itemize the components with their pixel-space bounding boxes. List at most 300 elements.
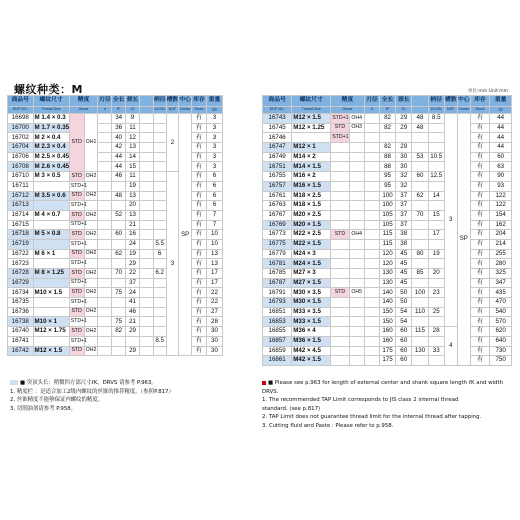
lf-cell: 34 (112, 114, 126, 124)
thread-cell: M14 × 1.5 (292, 162, 331, 172)
lf-cell: 105 (379, 210, 395, 220)
dcon-cell (428, 317, 444, 327)
lu-cell: 37 (396, 201, 412, 211)
lu-cell: 45 (396, 269, 412, 279)
thread-cell (33, 181, 69, 191)
stock-cell: 有 (470, 317, 489, 327)
edp-cell: 16743 (263, 114, 292, 124)
lu-cell: 13 (126, 210, 140, 220)
thread-cell: M20 × 1.5 (292, 220, 331, 230)
stock-cell: 有 (192, 239, 207, 249)
stock-cell: 有 (470, 172, 489, 182)
note-en-0: ■ Please see p.963 for length of external center and shank square length ℓK and width DRVS. (262, 380, 503, 395)
lf-cell: 46 (112, 172, 126, 182)
lf-cell: 160 (379, 327, 395, 337)
col-stock-en: Stock (192, 107, 207, 114)
lu-cell: 41 (126, 298, 140, 308)
stock-cell: 有 (192, 307, 207, 317)
weight-cell: 162 (490, 220, 512, 230)
ln-cell (139, 288, 153, 298)
edp-cell: 16718 (8, 230, 34, 240)
stock-cell: 有 (470, 191, 489, 201)
stock-cell: 有 (192, 152, 207, 162)
weight-cell: 570 (490, 317, 512, 327)
col-dcon: 柄径 (153, 96, 166, 107)
table-row (263, 346, 512, 356)
edp-cell: 16712 (8, 191, 34, 201)
weight-cell: 540 (490, 307, 512, 317)
weight-cell: 325 (490, 269, 512, 279)
thread-cell: M 2 × 0.4 (33, 133, 69, 143)
d-cell (98, 346, 112, 356)
thread-cell: M36 × 1.5 (292, 336, 331, 346)
col-thread: 螺纹尺寸 (33, 96, 69, 107)
r-col-d: 刃径 (364, 96, 379, 107)
edp-cell: 16857 (263, 336, 292, 346)
dcon-cell (428, 162, 444, 172)
d-cell (364, 210, 379, 220)
lf-cell: 130 (379, 278, 395, 288)
col-nof-en: NOF (166, 107, 179, 114)
grade2-cell (349, 133, 364, 143)
lu-cell: 24 (126, 288, 140, 298)
dcon-cell: 20 (428, 269, 444, 279)
thread-cell: M10 × 1.5 (33, 288, 69, 298)
grade2-cell: OH4 (349, 230, 364, 240)
ln-cell (412, 162, 428, 172)
edp-cell: 16698 (8, 114, 34, 124)
r-col-weight: 重量 (490, 96, 512, 107)
edp-cell: 16793 (263, 298, 292, 308)
stock-cell: 有 (470, 114, 489, 124)
r-col-stock-en: Stock (470, 107, 489, 114)
weight-cell: 7 (206, 210, 222, 220)
d-cell (364, 162, 379, 172)
d-cell (98, 259, 112, 269)
ln-cell: 48 (412, 114, 428, 124)
d-cell (364, 259, 379, 269)
grade-cell: STD (331, 230, 349, 240)
ln-cell (139, 162, 153, 172)
weight-cell: 93 (490, 181, 512, 191)
lu-cell: 37 (396, 220, 412, 230)
d-cell (98, 307, 112, 317)
d-cell (364, 114, 379, 124)
col-lu-en: ℓU (126, 107, 140, 114)
weight-cell: 27 (206, 307, 222, 317)
dcon-cell: 6 (153, 249, 166, 259)
r-col-nof-en: NOF (444, 107, 457, 114)
stock-cell: 有 (192, 162, 207, 172)
ln-cell: 85 (412, 269, 428, 279)
dcon-cell: 23 (428, 288, 444, 298)
lf-cell: 82 (379, 123, 395, 133)
edp-cell: 16785 (263, 269, 292, 279)
dcon-cell: 8.5 (428, 114, 444, 124)
lu-cell: 38 (396, 239, 412, 249)
thread-cell: M 2.3 × 0.4 (33, 143, 69, 153)
stock-cell: 有 (192, 230, 207, 240)
ln-cell (139, 317, 153, 327)
grade2-cell: OH3 (349, 123, 364, 133)
r-col-grade-en: Grade (331, 107, 365, 114)
dcon-cell (428, 143, 444, 153)
col-lu: 颈长 (126, 96, 140, 107)
thread-cell: M30 × 1.5 (292, 298, 331, 308)
dcon-cell: 15 (428, 210, 444, 220)
dcon-cell (153, 133, 166, 143)
edp-cell: 16769 (263, 220, 292, 230)
stock-cell: 有 (470, 239, 489, 249)
ln-cell (139, 191, 153, 201)
edp-cell: 16706 (8, 152, 34, 162)
table-row (263, 152, 512, 162)
grade-cell: STD (331, 288, 349, 298)
stock-cell: 有 (192, 123, 207, 133)
weight-cell: 3 (206, 133, 222, 143)
stock-cell: 有 (470, 210, 489, 220)
stock-cell: 有 (192, 298, 207, 308)
stock-cell: 有 (470, 230, 489, 240)
lf-cell (112, 336, 126, 346)
lu-cell: 22 (126, 269, 140, 279)
grade-cell: STD+1 (69, 239, 84, 249)
ln-cell (412, 356, 428, 366)
thread-cell: M 3.5 × 0.6 (33, 191, 69, 201)
table-row (263, 162, 512, 172)
edp-cell: 16791 (263, 288, 292, 298)
grade-cell (331, 356, 349, 366)
weight-cell: 6 (206, 191, 222, 201)
lf-cell: 150 (379, 317, 395, 327)
edp-cell: 16855 (263, 327, 292, 337)
ln-cell (139, 249, 153, 259)
lf-cell: 40 (112, 133, 126, 143)
dcon-cell: 33 (428, 346, 444, 356)
weight-cell: 30 (206, 336, 222, 346)
grade-cell: STD (69, 346, 84, 356)
ln-cell: 60 (412, 172, 428, 182)
grade2-cell (349, 191, 364, 201)
thread-cell (33, 220, 69, 230)
dcon-cell (153, 191, 166, 201)
col-weight: 重量 (206, 96, 222, 107)
note-cn-3: 3. 切削油剂请参考 P.958。 (10, 405, 77, 412)
lf-cell: 120 (379, 259, 395, 269)
d-cell (364, 278, 379, 288)
edp-cell: 16702 (8, 133, 34, 143)
r-col-dcon: 柄径 (428, 96, 444, 107)
stock-cell: 有 (192, 181, 207, 191)
grade2-cell (349, 172, 364, 182)
d-cell (364, 249, 379, 259)
lu-cell: 38 (396, 230, 412, 240)
r-col-nof: 槽数 (444, 96, 457, 107)
lu-cell: 45 (396, 259, 412, 269)
lf-cell: 130 (379, 269, 395, 279)
lf-cell: 160 (379, 336, 395, 346)
weight-cell: 750 (490, 356, 512, 366)
grade2-cell (349, 317, 364, 327)
ln-cell (412, 298, 428, 308)
weight-cell: 122 (490, 201, 512, 211)
r-col-center-en: Center (457, 107, 470, 114)
thread-cell (33, 239, 69, 249)
notes-cn (10, 379, 245, 413)
ln-cell (139, 259, 153, 269)
lf-cell: 140 (379, 288, 395, 298)
ln-cell (139, 181, 153, 191)
stock-cell: 有 (192, 327, 207, 337)
grade2-cell (349, 220, 364, 230)
lf-cell: 150 (379, 307, 395, 317)
lf-cell: 115 (379, 230, 395, 240)
weight-cell: 3 (206, 123, 222, 133)
weight-cell: 60 (490, 152, 512, 162)
dcon-cell (153, 181, 166, 191)
ln-cell: 80 (412, 249, 428, 259)
stock-cell: 有 (192, 114, 207, 124)
col-edp: 商品号 (8, 96, 34, 107)
stock-cell: 有 (192, 346, 207, 356)
dcon-cell: 25 (428, 307, 444, 317)
grade2-cell (349, 249, 364, 259)
d-cell (364, 143, 379, 153)
lu-cell: 54 (396, 307, 412, 317)
lu-cell: 11 (126, 172, 140, 182)
thread-cell: M 8 × 1.25 (33, 269, 69, 279)
stock-cell: 有 (470, 162, 489, 172)
dcon-cell (153, 327, 166, 337)
grade-cell: STD+1 (69, 298, 84, 308)
thread-cell: M42 × 4.5 (292, 346, 331, 356)
grade-cell: STD+1 (69, 181, 84, 191)
table-row (263, 356, 512, 366)
grade-cell (331, 249, 349, 259)
grade-cell (331, 278, 349, 288)
lf-cell: 48 (112, 191, 126, 201)
grade-cell: STD (69, 307, 84, 317)
stock-cell: 有 (192, 249, 207, 259)
ln-cell (412, 278, 428, 288)
left-spec-table (7, 95, 223, 356)
lf-cell: 88 (379, 152, 395, 162)
table-row (263, 220, 512, 230)
lu-cell: 12 (126, 133, 140, 143)
grade-cell: STD+1 (69, 201, 84, 211)
table-row (263, 298, 512, 308)
lf-cell: 44 (112, 152, 126, 162)
grade2-cell: OH1 (84, 114, 98, 172)
col-lf-en: ℓF (112, 107, 126, 114)
col-ln (139, 96, 153, 107)
grade2-cell: OH2 (84, 249, 98, 259)
d-cell (98, 327, 112, 337)
grade-cell: STD (69, 327, 84, 337)
lu-cell: 20 (126, 201, 140, 211)
r-col-edp: 商品号 (263, 96, 292, 107)
weight-cell: 122 (490, 191, 512, 201)
ln-cell (139, 327, 153, 337)
thread-cell: M10 × 1 (33, 317, 69, 327)
d-cell (98, 288, 112, 298)
note-en-2: standard. (see p.817) (262, 405, 321, 412)
table-row (263, 133, 512, 143)
ln-cell (139, 230, 153, 240)
col-d-en: d (98, 107, 112, 114)
weight-cell: 470 (490, 298, 512, 308)
lu-cell: 45 (396, 278, 412, 288)
edp-cell: 16711 (8, 181, 34, 191)
ln-cell (139, 143, 153, 153)
lu-cell: 50 (396, 288, 412, 298)
weight-cell: 44 (490, 114, 512, 124)
thread-cell: M 1.7 × 0.35 (34, 123, 70, 131)
grade-cell: STD (69, 288, 84, 298)
dcon-cell (153, 220, 166, 230)
lf-cell (379, 133, 395, 143)
ln-cell (139, 152, 153, 162)
thread-cell: M30 × 3.5 (292, 288, 331, 298)
weight-cell: 280 (490, 259, 512, 269)
dcon-cell (428, 298, 444, 308)
r-col-lu: 颈长 (396, 96, 412, 107)
weight-cell: 17 (206, 278, 222, 288)
lf-cell (112, 201, 126, 211)
lu-cell: 37 (396, 210, 412, 220)
stock-cell: 有 (192, 317, 207, 327)
stock-cell: 有 (470, 143, 489, 153)
grade2-cell (349, 336, 364, 346)
lu-cell: 60 (396, 336, 412, 346)
dcon-cell (428, 259, 444, 269)
ln-cell (412, 230, 428, 240)
table-row (263, 307, 512, 317)
edp-cell: 16740 (8, 327, 34, 337)
lf-cell: 62 (112, 249, 126, 259)
d-cell (364, 269, 379, 279)
edp-cell: 16734 (8, 288, 34, 298)
grade-cell (331, 210, 349, 220)
ln-cell: 100 (412, 288, 428, 298)
dcon-cell (428, 123, 444, 133)
table-row (263, 249, 512, 259)
col-thread-en: Thread Size (33, 107, 69, 114)
edp-cell: 16779 (263, 249, 292, 259)
thread-cell (292, 133, 331, 143)
lu-cell: 32 (396, 181, 412, 191)
weight-cell: 640 (490, 336, 512, 346)
ln-cell (139, 269, 153, 279)
lf-cell: 75 (112, 288, 126, 298)
lu-cell: 13 (126, 143, 140, 153)
weight-cell: 347 (490, 278, 512, 288)
weight-cell: 6 (206, 201, 222, 211)
weight-cell: 7 (206, 220, 222, 230)
thread-cell: M36 × 4 (292, 327, 331, 337)
edp-cell: 16708 (8, 162, 34, 172)
dcon-cell (153, 210, 166, 220)
lu-cell: 13 (126, 191, 140, 201)
lu-cell: 19 (126, 181, 140, 191)
weight-cell: 620 (490, 327, 512, 337)
table-row (263, 269, 512, 279)
stock-cell: 有 (470, 133, 489, 143)
lu-cell: 29 (126, 346, 140, 356)
nof-cell: 3 (166, 172, 179, 356)
thread-cell: M 2.6 × 0.45 (34, 162, 70, 170)
grade2-cell (349, 298, 364, 308)
stock-cell: 有 (192, 191, 207, 201)
weight-cell: 13 (206, 249, 222, 259)
grade-cell: STD+1 (69, 317, 84, 327)
grade-cell (331, 259, 349, 269)
dcon-cell (153, 346, 166, 356)
table-row (263, 191, 512, 201)
d-cell (364, 230, 379, 240)
thread-cell: M 5 × 0.8 (33, 230, 69, 240)
edp-cell: 16747 (263, 143, 292, 153)
weight-cell: 6 (206, 172, 222, 182)
edp-cell: 16745 (263, 123, 292, 133)
weight-cell: 6 (206, 181, 222, 191)
grade2-cell (349, 327, 364, 337)
edp-cell: 16719 (8, 239, 34, 249)
stock-cell: 有 (470, 288, 489, 298)
thread-cell: M42 × 1.5 (292, 356, 331, 366)
grade-cell: STD+1 (331, 133, 349, 143)
edp-cell: 16861 (263, 356, 292, 366)
lu-cell: 30 (396, 162, 412, 172)
col-grade-en: Grade (69, 107, 98, 114)
col-center-en: Center (179, 107, 192, 114)
lu-cell: 30 (396, 152, 412, 162)
thread-cell: M12 × 1.5 (33, 346, 69, 356)
d-cell (364, 181, 379, 191)
edp-cell: 16704 (8, 143, 34, 153)
lu-cell: 60 (396, 327, 412, 337)
thread-cell (33, 201, 69, 211)
stock-cell: 有 (470, 181, 489, 191)
grade-cell: STD (69, 230, 84, 240)
weight-cell: 3 (206, 162, 222, 172)
lf-cell: 115 (379, 239, 395, 249)
table-row (263, 210, 512, 220)
col-dcon-en: DCON (153, 107, 166, 114)
thread-cell: M 4 × 0.7 (33, 210, 69, 220)
dcon-cell (153, 152, 166, 162)
grade-cell (331, 162, 349, 172)
thread-cell (33, 307, 69, 317)
lf-cell: 70 (112, 269, 126, 279)
thread-cell: M18 × 1.5 (292, 201, 331, 211)
weight-cell: 3 (206, 152, 222, 162)
grade-cell: STD (69, 249, 84, 259)
d-cell (364, 123, 379, 133)
r-col-ln-en (412, 107, 428, 114)
d-cell (98, 278, 112, 288)
edp-cell: 16763 (263, 201, 292, 211)
thread-cell: M 3 × 0.5 (33, 172, 69, 182)
thread-cell: M27 × 1.5 (292, 278, 331, 288)
thread-cell: M24 × 1.5 (292, 259, 331, 269)
grade2-cell: OH5 (349, 288, 364, 298)
grade2-cell (349, 307, 364, 317)
dcon-cell (153, 162, 166, 172)
edp-cell: 16773 (263, 230, 292, 240)
lu-cell: 29 (396, 114, 412, 124)
r-col-ln (412, 96, 428, 107)
